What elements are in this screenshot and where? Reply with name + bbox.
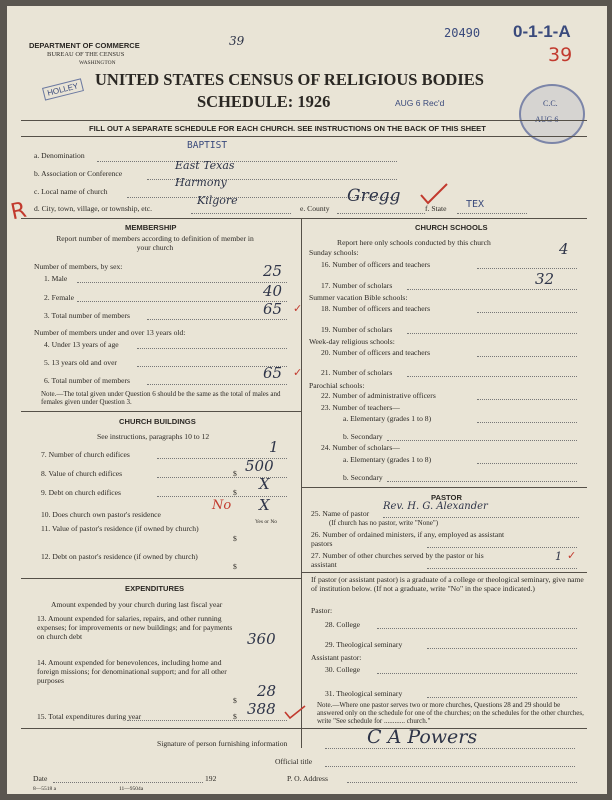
red-check-mark: ✓ (293, 367, 303, 379)
official-title-label: Official title (275, 757, 313, 766)
assistant-label: Assistant pastor: (311, 653, 362, 662)
signature-line (325, 748, 575, 749)
q13-label: 13. Amount expended for salaries, repairs, and other running expenses; for improvements or new buildings; and for payments on church debt (37, 614, 233, 641)
q26-label: 26. Number of ordained ministers, if any, employed as assistant pastors (311, 530, 505, 548)
dotted-line (337, 213, 425, 214)
q3-label: 3. Total number of members (44, 311, 131, 320)
divider (21, 218, 587, 219)
divider (21, 411, 301, 412)
q6-label: 6. Total number of members (44, 376, 131, 385)
dotted-line (477, 356, 577, 357)
signature-value: C A Powers (367, 726, 478, 748)
sex-label: Number of members, by sex: (34, 262, 123, 271)
denomination-label: a. Denomination (34, 151, 85, 160)
pastor-heading: PASTOR (431, 493, 462, 502)
county-value: Gregg (347, 186, 401, 206)
q21-label: 21. Number of scholars (321, 368, 393, 377)
local-name-value: Harmony (175, 176, 227, 189)
q10-label: 10. Does church own pastor's residence (41, 510, 161, 519)
year-label: 192 (205, 774, 217, 783)
handwritten-code: 39 (229, 34, 245, 48)
q1-value: 25 (263, 262, 283, 280)
county-label: e. County (300, 204, 330, 213)
divider (301, 487, 587, 488)
denomination-value: BAPTIST (187, 140, 228, 151)
schools-intro: Report here only schools conducted by this church (337, 238, 491, 247)
dotted-line (477, 463, 577, 464)
q8-value: 500 (245, 457, 274, 475)
signature-label: Signature of person furnishing information (157, 739, 288, 748)
schools-heading: CHURCH SCHOOLS (415, 223, 488, 232)
date-label: Date (33, 774, 48, 783)
q25-label: 25. Name of pastor (311, 509, 370, 518)
city-label: d. City, town, village, or township, etc. (34, 204, 153, 213)
bureau-label: BUREAU OF THE CENSUS (47, 51, 125, 58)
q14-value: 28 (257, 682, 277, 700)
q14-label: 14. Amount expended for benevolences, including home and foreign missions; for denominational support; and for all other purposes (37, 658, 227, 685)
received-stamp: AUG 6 Rec'd (395, 98, 445, 108)
q27-value: 1 (555, 550, 562, 563)
q19-label: 19. Number of scholars (321, 325, 393, 334)
dollar-sign: $ (233, 696, 237, 705)
q7-label: 7. Number of church edifices (41, 450, 130, 459)
schedule-title: SCHEDULE: 1926 (197, 92, 331, 111)
q7-value: 1 (269, 438, 279, 456)
q16-label: 16. Number of officers and teachers (321, 260, 431, 269)
dotted-line (127, 720, 287, 721)
college-note: If pastor (or assistant pastor) is a graduate of a college or theological seminary, give name of institution below. (If not a graduate, write "No" in the space indicated.) (311, 575, 584, 593)
dotted-line (147, 384, 287, 385)
q10-value: No (212, 498, 232, 513)
dotted-line (477, 422, 577, 423)
dollar-sign: $ (233, 712, 237, 721)
dotted-line (387, 481, 577, 482)
divider (21, 578, 301, 579)
yes-no-hint: Yes or No (255, 519, 278, 525)
membership-heading: MEMBERSHIP (125, 223, 177, 232)
dotted-line (191, 213, 291, 214)
buildings-intro: See instructions, paragraphs 10 to 12 (97, 432, 210, 441)
holley-stamp: HOLLEY (42, 78, 84, 100)
q24-label: 24. Number of scholars— (321, 443, 400, 452)
instruction-line: FILL OUT A SEPARATE SCHEDULE FOR EACH CHURCH. SEE INSTRUCTIONS ON THE BACK OF THIS SHEET (89, 124, 486, 133)
summer-label: Summer vacation Bible schools: (309, 293, 408, 302)
q25-hint: (If church has no pastor, write "None") (329, 519, 439, 527)
q13-value: 360 (247, 630, 276, 648)
q5-label: 5. 13 years old and over (44, 358, 117, 367)
q11-label: 11. Value of pastor's residence (if owned by church) (41, 524, 199, 533)
dotted-line (383, 517, 579, 518)
dotted-line (347, 782, 577, 783)
q2-label: 2. Female (44, 293, 74, 302)
red-check-icon (419, 182, 449, 206)
red-check-mark: ✓ (567, 550, 577, 562)
q15-value: 388 (247, 700, 276, 718)
print-number: 11—9504a (119, 786, 144, 792)
q28-label: 28. College (325, 620, 361, 629)
q18-label: 18. Number of officers and teachers (321, 304, 431, 313)
q1-label: 1. Male (44, 274, 68, 283)
q8-label: 8. Value of church edifices (41, 469, 123, 478)
washington-label: WASHINGTON (79, 60, 116, 66)
dotted-line (97, 161, 397, 162)
department-label: DEPARTMENT OF COMMERCE (29, 41, 140, 50)
form-number: 8—5518 a (33, 786, 57, 792)
q15-label: 15. Total expenditures during year (37, 712, 142, 721)
q17-value: 32 (535, 270, 555, 288)
q23-label: 23. Number of teachers— (321, 403, 400, 412)
dotted-line (137, 348, 287, 349)
column-divider (301, 218, 302, 748)
dollar-sign: $ (233, 562, 237, 571)
q30-label: 30. College (325, 665, 361, 674)
divider (301, 572, 587, 573)
q6-value: 65 (263, 364, 283, 382)
local-name-label: c. Local name of church (34, 187, 108, 196)
q9-value: X (259, 475, 270, 493)
dotted-line (377, 628, 577, 629)
dotted-line (427, 697, 577, 698)
dotted-line (77, 282, 287, 283)
cc-stamp-date: AUG 6 (535, 115, 559, 124)
dollar-sign: $ (233, 488, 237, 497)
association-label: b. Association or Conference (34, 169, 123, 178)
dotted-line (457, 213, 527, 214)
pastor-note: Note.—Where one pastor serves two or more churches, Questions 28 and 29 should be answered only on the schedule for one of the churches; on the schedules for the other churches, write "See schedule for ............ church." (317, 701, 584, 725)
form-title: UNITED STATES CENSUS OF RELIGIOUS BODIES (95, 70, 484, 89)
buildings-heading: CHURCH BUILDINGS (119, 417, 196, 426)
divider (21, 136, 587, 137)
dotted-line (427, 648, 577, 649)
red-mark: R (8, 197, 29, 226)
q29-label: 29. Theological seminary (325, 640, 403, 649)
dotted-line (377, 673, 577, 674)
address-label: P. O. Address (287, 774, 328, 783)
q17-label: 17. Number of scholars (321, 281, 393, 290)
dollar-sign: $ (233, 534, 237, 543)
q27-label: 27. Number of other churches served by the pastor or his assistant (311, 551, 484, 569)
stamp-number: 20490 (444, 26, 481, 40)
membership-intro: Report number of members according to definition of member in your church (56, 234, 254, 252)
dotted-line (477, 268, 577, 269)
dotted-line (477, 399, 577, 400)
q9-label: 9. Debt on church edifices (41, 488, 121, 497)
expenditures-heading: EXPENDITURES (125, 584, 185, 593)
weekday-label: Week-day religious schools: (309, 337, 395, 346)
red-number: 39 (548, 44, 573, 66)
q24b-label: b. Secondary (343, 473, 383, 482)
dotted-line (477, 312, 577, 313)
q12-label: 12. Debt on pastor's residence (if owned by church) (41, 552, 198, 561)
census-schedule-page (7, 6, 607, 794)
divider (21, 728, 587, 729)
state-value: TEX (466, 199, 485, 210)
form-code: 0-1-1-A (513, 22, 571, 41)
cc-stamp (519, 84, 585, 144)
q3-value: 65 (263, 300, 283, 318)
association-value: East Texas (175, 159, 235, 172)
divider (21, 120, 587, 121)
dotted-line (387, 440, 577, 441)
q4-label: 4. Under 13 years of age (44, 340, 119, 349)
q31-label: 31. Theological seminary (325, 689, 403, 698)
q16-value: 4 (559, 240, 569, 258)
expenditures-intro: Amount expended by your church during last fiscal year (51, 600, 223, 609)
red-check-icon (283, 704, 307, 720)
pastor-label: Pastor: (311, 606, 333, 615)
q23a-label: a. Elementary (grades 1 to 8) (343, 414, 432, 423)
dotted-line (53, 782, 203, 783)
dotted-line (77, 301, 287, 302)
cc-stamp-label: C.C. (543, 99, 558, 108)
q10-x-value: X (259, 496, 270, 514)
sunday-label: Sunday schools: (309, 248, 359, 257)
dotted-line (325, 766, 575, 767)
q20-label: 20. Number of officers and teachers (321, 348, 431, 357)
state-label: f. State (425, 204, 447, 213)
dotted-line (407, 289, 577, 290)
city-value: Kilgore (197, 194, 238, 207)
dotted-line (147, 319, 287, 320)
dollar-sign: $ (233, 469, 237, 478)
q23b-label: b. Secondary (343, 432, 383, 441)
q22-label: 22. Number of administrative officers (321, 391, 436, 400)
q25-value: Rev. H. G. Alexander (383, 501, 488, 512)
q2-value: 40 (263, 282, 283, 300)
dotted-line (407, 333, 577, 334)
dotted-line (427, 568, 577, 569)
dotted-line (407, 376, 577, 377)
age-label: Number of members under and over 13 years old: (34, 328, 186, 337)
membership-note: Note.—The total given under Question 6 should be the same as the total of males and females given under Question 3. (41, 390, 281, 406)
parochial-label: Parochial schools: (309, 381, 365, 390)
red-check-mark: ✓ (293, 303, 303, 315)
q24a-label: a. Elementary (grades 1 to 8) (343, 455, 432, 464)
dotted-line (427, 547, 577, 548)
